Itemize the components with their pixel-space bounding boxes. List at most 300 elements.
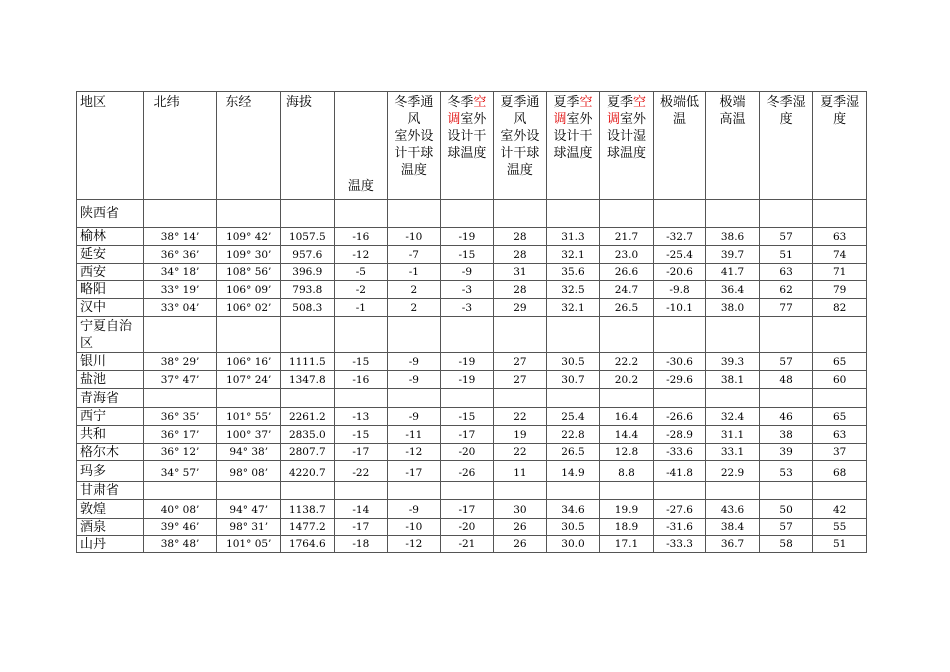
data-cell: -10 [388, 519, 441, 536]
header-text: 球温度 [606, 146, 646, 161]
header-winter-ac-dry-bulb [440, 92, 494, 200]
header-text: 球温度 [553, 146, 593, 161]
data-cell: -13 [334, 408, 388, 426]
data-cell: 58 [759, 536, 813, 553]
data-cell: 38° 48’ [143, 536, 217, 553]
data-cell: 17.1 [600, 536, 654, 553]
data-cell: 62 [759, 281, 813, 299]
header-altitude: 海拔 [281, 92, 335, 200]
data-cell: 101° 05’ [217, 536, 281, 553]
data-cell: 50 [759, 500, 813, 519]
data-cell: 71 [813, 264, 867, 281]
data-cell: 28 [494, 281, 547, 299]
city-name: 玛多 [77, 461, 144, 482]
empty-cell [653, 317, 706, 353]
empty-cell [494, 389, 547, 408]
data-cell: -19 [440, 353, 494, 371]
header-text: 设计干 [553, 129, 593, 144]
empty-cell [440, 200, 494, 228]
empty-cell [759, 482, 813, 500]
data-cell: 43.6 [706, 500, 760, 519]
data-cell: 100° 37’ [217, 426, 281, 444]
table-row [77, 500, 867, 519]
data-cell: 1111.5 [281, 353, 335, 371]
data-cell: 29 [494, 299, 547, 317]
data-cell: -17 [440, 500, 494, 519]
table-row [77, 264, 867, 281]
data-cell: 48 [759, 371, 813, 389]
header-line: 冬季湿 [766, 95, 806, 110]
data-cell: -26 [440, 461, 494, 482]
data-cell: 20.2 [600, 371, 654, 389]
empty-cell [388, 482, 441, 500]
data-cell: 26.5 [546, 444, 600, 461]
data-cell: 40° 08’ [143, 500, 217, 519]
header-line: 计干球 [500, 146, 540, 161]
header-line: 度 [779, 112, 793, 127]
empty-cell [494, 482, 547, 500]
data-cell: -17 [440, 426, 494, 444]
header-line: 计干球 [394, 146, 434, 161]
data-cell: 39 [759, 444, 813, 461]
data-cell: -30.6 [653, 353, 706, 371]
empty-cell [334, 389, 388, 408]
header-latitude: 北纬 [143, 92, 217, 200]
data-cell: 39.7 [706, 246, 760, 264]
header-line: 极端低 [660, 95, 700, 110]
data-cell: -22 [334, 461, 388, 482]
city-name: 酒泉 [77, 519, 144, 536]
empty-cell [759, 317, 813, 353]
header-line: 夏季通 [500, 95, 540, 110]
data-cell: -15 [334, 426, 388, 444]
header-line: 风 [407, 112, 421, 127]
data-cell: 79 [813, 281, 867, 299]
data-cell: 63 [813, 426, 867, 444]
empty-cell [546, 389, 600, 408]
table-body [77, 92, 867, 553]
header-text: 球温度 [447, 146, 487, 161]
empty-cell [813, 389, 867, 408]
data-cell: 68 [813, 461, 867, 482]
data-cell: 27 [494, 353, 547, 371]
data-cell: -12 [388, 536, 441, 553]
data-cell: -41.8 [653, 461, 706, 482]
data-cell: 106° 16’ [217, 353, 281, 371]
data-cell: -3 [440, 281, 494, 299]
empty-cell [653, 200, 706, 228]
data-cell: 396.9 [281, 264, 335, 281]
empty-cell [388, 200, 441, 228]
header-line: 度 [833, 112, 847, 127]
data-cell: 38.0 [706, 299, 760, 317]
city-name: 西宁 [77, 408, 144, 426]
data-cell: 57 [759, 353, 813, 371]
data-cell: 65 [813, 353, 867, 371]
data-cell: -9 [388, 353, 441, 371]
header-text: 冬季 [447, 95, 474, 110]
empty-cell [813, 317, 867, 353]
data-cell: 74 [813, 246, 867, 264]
table-row [77, 246, 867, 264]
empty-cell [143, 482, 217, 500]
table-row [77, 299, 867, 317]
city-name: 榆林 [77, 228, 144, 246]
data-cell: 36° 35’ [143, 408, 217, 426]
header-summer-humidity [813, 92, 867, 200]
empty-cell [759, 200, 813, 228]
header-summer-ventilation [494, 92, 547, 200]
data-cell: -26.6 [653, 408, 706, 426]
data-cell: 109° 30’ [217, 246, 281, 264]
data-cell: -31.6 [653, 519, 706, 536]
data-cell: 22 [494, 408, 547, 426]
header-text: 室外 [620, 112, 647, 127]
data-cell: -2 [334, 281, 388, 299]
empty-cell [440, 317, 494, 353]
header-text: 夏季 [553, 95, 580, 110]
header-line: 高温 [719, 112, 746, 127]
empty-cell [281, 389, 335, 408]
data-cell: 22 [494, 444, 547, 461]
data-cell: 38.6 [706, 228, 760, 246]
header-red-text: 调 [447, 112, 461, 127]
data-cell: 2 [388, 281, 441, 299]
data-cell: 57 [759, 519, 813, 536]
data-cell: 16.4 [600, 408, 654, 426]
data-cell: -32.7 [653, 228, 706, 246]
data-cell: 14.4 [600, 426, 654, 444]
data-cell: -33.3 [653, 536, 706, 553]
data-cell: 63 [813, 228, 867, 246]
header-line: 冬季通 [394, 95, 434, 110]
data-cell: 26 [494, 536, 547, 553]
header-red-text: 调 [606, 112, 620, 127]
data-cell: 60 [813, 371, 867, 389]
data-cell: 94° 47’ [217, 500, 281, 519]
data-cell: 30.0 [546, 536, 600, 553]
empty-cell [440, 389, 494, 408]
header-red-text: 空 [633, 95, 647, 110]
data-cell: 31.3 [546, 228, 600, 246]
header-region: 地区 [77, 92, 144, 200]
header-winter-humidity [759, 92, 813, 200]
data-cell: 19.9 [600, 500, 654, 519]
data-cell: 46 [759, 408, 813, 426]
data-cell: 23.0 [600, 246, 654, 264]
data-cell: -14 [334, 500, 388, 519]
data-cell: 30.7 [546, 371, 600, 389]
data-cell: 14.9 [546, 461, 600, 482]
data-cell: -12 [388, 444, 441, 461]
empty-cell [600, 389, 654, 408]
header-line: 夏季湿 [820, 95, 860, 110]
data-cell: 19 [494, 426, 547, 444]
data-cell: 8.8 [600, 461, 654, 482]
data-cell: -16 [334, 228, 388, 246]
data-cell: -29.6 [653, 371, 706, 389]
header-line: 风 [513, 112, 527, 127]
data-cell: -9.8 [653, 281, 706, 299]
empty-cell [334, 200, 388, 228]
data-cell: -33.6 [653, 444, 706, 461]
empty-cell [334, 317, 388, 353]
empty-cell [388, 317, 441, 353]
header-summer-ac-dry-bulb [546, 92, 600, 200]
data-cell: 77 [759, 299, 813, 317]
table-row [77, 408, 867, 426]
table-row [77, 353, 867, 371]
header-text: 室外 [566, 112, 593, 127]
header-red-text: 调 [553, 112, 567, 127]
city-name: 汉中 [77, 299, 144, 317]
data-cell: 36.4 [706, 281, 760, 299]
data-cell: 35.6 [546, 264, 600, 281]
data-cell: -20 [440, 444, 494, 461]
empty-cell [600, 482, 654, 500]
city-name: 略阳 [77, 281, 144, 299]
empty-cell [494, 200, 547, 228]
province-row [77, 200, 867, 228]
province-row [77, 482, 867, 500]
data-cell: -21 [440, 536, 494, 553]
empty-cell [143, 317, 217, 353]
data-cell: 98° 08’ [217, 461, 281, 482]
header-text: 室外 [460, 112, 487, 127]
data-cell: 1764.6 [281, 536, 335, 553]
data-cell: 36° 36’ [143, 246, 217, 264]
empty-cell [546, 200, 600, 228]
data-cell: 24.7 [600, 281, 654, 299]
data-cell: -7 [388, 246, 441, 264]
data-cell: 107° 24’ [217, 371, 281, 389]
empty-cell [334, 482, 388, 500]
table-row [77, 536, 867, 553]
data-cell: 32.4 [706, 408, 760, 426]
data-cell: -28.9 [653, 426, 706, 444]
data-cell: 31 [494, 264, 547, 281]
data-cell: 98° 31’ [217, 519, 281, 536]
empty-cell [217, 317, 281, 353]
header-red-text: 空 [579, 95, 593, 110]
data-cell: 36° 17’ [143, 426, 217, 444]
data-cell: -17 [334, 519, 388, 536]
empty-cell [600, 200, 654, 228]
data-cell: 34° 18’ [143, 264, 217, 281]
data-cell: 1477.2 [281, 519, 335, 536]
header-line: 极端 [719, 95, 746, 110]
data-cell: 12.8 [600, 444, 654, 461]
city-name: 山丹 [77, 536, 144, 553]
empty-cell [281, 317, 335, 353]
data-cell: 508.3 [281, 299, 335, 317]
data-cell: 57 [759, 228, 813, 246]
data-cell: -27.6 [653, 500, 706, 519]
header-line: 温 [673, 112, 687, 127]
data-cell: 22.2 [600, 353, 654, 371]
data-cell: 27 [494, 371, 547, 389]
data-cell: -1 [388, 264, 441, 281]
empty-cell [706, 389, 760, 408]
table-row [77, 444, 867, 461]
table-row [77, 519, 867, 536]
data-cell: 2 [388, 299, 441, 317]
province-name: 甘肃省 [77, 482, 144, 500]
data-cell: 2835.0 [281, 426, 335, 444]
header-line: 室外设 [500, 129, 540, 144]
data-cell: -20.6 [653, 264, 706, 281]
empty-cell [600, 317, 654, 353]
data-cell: 30 [494, 500, 547, 519]
empty-cell [546, 482, 600, 500]
header-summer-ac-wet-bulb [600, 92, 654, 200]
data-cell: 11 [494, 461, 547, 482]
empty-cell [653, 389, 706, 408]
header-row [77, 92, 867, 200]
table-row [77, 426, 867, 444]
data-cell: 101° 55’ [217, 408, 281, 426]
header-temperature: 温度 [334, 92, 388, 200]
data-cell: 32.1 [546, 299, 600, 317]
data-cell: -10.1 [653, 299, 706, 317]
data-cell: 4220.7 [281, 461, 335, 482]
empty-cell [281, 482, 335, 500]
data-cell: 109° 42’ [217, 228, 281, 246]
data-cell: 22.8 [546, 426, 600, 444]
data-cell: 30.5 [546, 519, 600, 536]
climate-data-table [76, 91, 867, 553]
data-cell: 63 [759, 264, 813, 281]
empty-cell [143, 389, 217, 408]
data-cell: 22.9 [706, 461, 760, 482]
data-cell: 34.6 [546, 500, 600, 519]
empty-cell [281, 200, 335, 228]
header-line: 温度 [506, 163, 533, 178]
data-cell: 30.5 [546, 353, 600, 371]
data-cell: 38.1 [706, 371, 760, 389]
data-cell: 55 [813, 519, 867, 536]
data-cell: 37° 47’ [143, 371, 217, 389]
data-cell: 26 [494, 519, 547, 536]
header-text: 设计干 [447, 129, 487, 144]
data-cell: -19 [440, 228, 494, 246]
data-cell: 21.7 [600, 228, 654, 246]
empty-cell [653, 482, 706, 500]
data-cell: -15 [440, 246, 494, 264]
header-line: 室外设 [394, 129, 434, 144]
data-cell: 33° 04’ [143, 299, 217, 317]
data-cell: -15 [334, 353, 388, 371]
data-cell: -9 [388, 371, 441, 389]
data-cell: 33.1 [706, 444, 760, 461]
data-cell: 82 [813, 299, 867, 317]
data-cell: 106° 02’ [217, 299, 281, 317]
header-extreme-low [653, 92, 706, 200]
data-cell: 39° 46’ [143, 519, 217, 536]
data-cell: 957.6 [281, 246, 335, 264]
data-cell: 38 [759, 426, 813, 444]
header-text: 夏季 [606, 95, 633, 110]
data-cell: 37 [813, 444, 867, 461]
data-cell: 94° 38’ [217, 444, 281, 461]
data-cell: -17 [388, 461, 441, 482]
province-row [77, 317, 867, 353]
data-cell: -25.4 [653, 246, 706, 264]
data-cell: 34° 57’ [143, 461, 217, 482]
empty-cell [706, 200, 760, 228]
table-row [77, 228, 867, 246]
empty-cell [143, 200, 217, 228]
empty-cell [813, 200, 867, 228]
data-cell: 36° 12’ [143, 444, 217, 461]
data-cell: 28 [494, 228, 547, 246]
data-cell: 42 [813, 500, 867, 519]
empty-cell [388, 389, 441, 408]
data-cell: -12 [334, 246, 388, 264]
data-cell: 108° 56’ [217, 264, 281, 281]
city-name: 共和 [77, 426, 144, 444]
data-cell: 31.1 [706, 426, 760, 444]
data-cell: 106° 09’ [217, 281, 281, 299]
empty-cell [494, 317, 547, 353]
data-cell: 36.7 [706, 536, 760, 553]
data-cell: 28 [494, 246, 547, 264]
data-cell: -9 [388, 500, 441, 519]
province-name: 陕西省 [77, 200, 144, 228]
data-cell: 51 [813, 536, 867, 553]
data-cell: -17 [334, 444, 388, 461]
header-longitude: 东经 [217, 92, 281, 200]
province-name: 宁夏自治区 [77, 317, 144, 353]
data-cell: 2807.7 [281, 444, 335, 461]
header-red-text: 空 [473, 95, 487, 110]
data-cell: -9 [440, 264, 494, 281]
data-cell: 25.4 [546, 408, 600, 426]
data-cell: 53 [759, 461, 813, 482]
empty-cell [217, 482, 281, 500]
data-cell: -18 [334, 536, 388, 553]
data-cell: 2261.2 [281, 408, 335, 426]
empty-cell [217, 389, 281, 408]
city-name: 敦煌 [77, 500, 144, 519]
city-name: 格尔木 [77, 444, 144, 461]
data-cell: -5 [334, 264, 388, 281]
data-cell: 41.7 [706, 264, 760, 281]
empty-cell [759, 389, 813, 408]
header-extreme-high [706, 92, 760, 200]
city-name: 盐池 [77, 371, 144, 389]
data-cell: 1057.5 [281, 228, 335, 246]
data-cell: -15 [440, 408, 494, 426]
data-cell: -11 [388, 426, 441, 444]
table-row [77, 371, 867, 389]
data-cell: 18.9 [600, 519, 654, 536]
data-cell: 1138.7 [281, 500, 335, 519]
data-cell: -19 [440, 371, 494, 389]
data-cell: -9 [388, 408, 441, 426]
header-text: 设计湿 [606, 129, 646, 144]
header-winter-ventilation [388, 92, 441, 200]
empty-cell [813, 482, 867, 500]
data-cell: 38° 14’ [143, 228, 217, 246]
data-cell: 33° 19’ [143, 281, 217, 299]
empty-cell [546, 317, 600, 353]
table-row [77, 281, 867, 299]
data-cell: 26.6 [600, 264, 654, 281]
data-cell: 32.5 [546, 281, 600, 299]
data-cell: 39.3 [706, 353, 760, 371]
empty-cell [440, 482, 494, 500]
